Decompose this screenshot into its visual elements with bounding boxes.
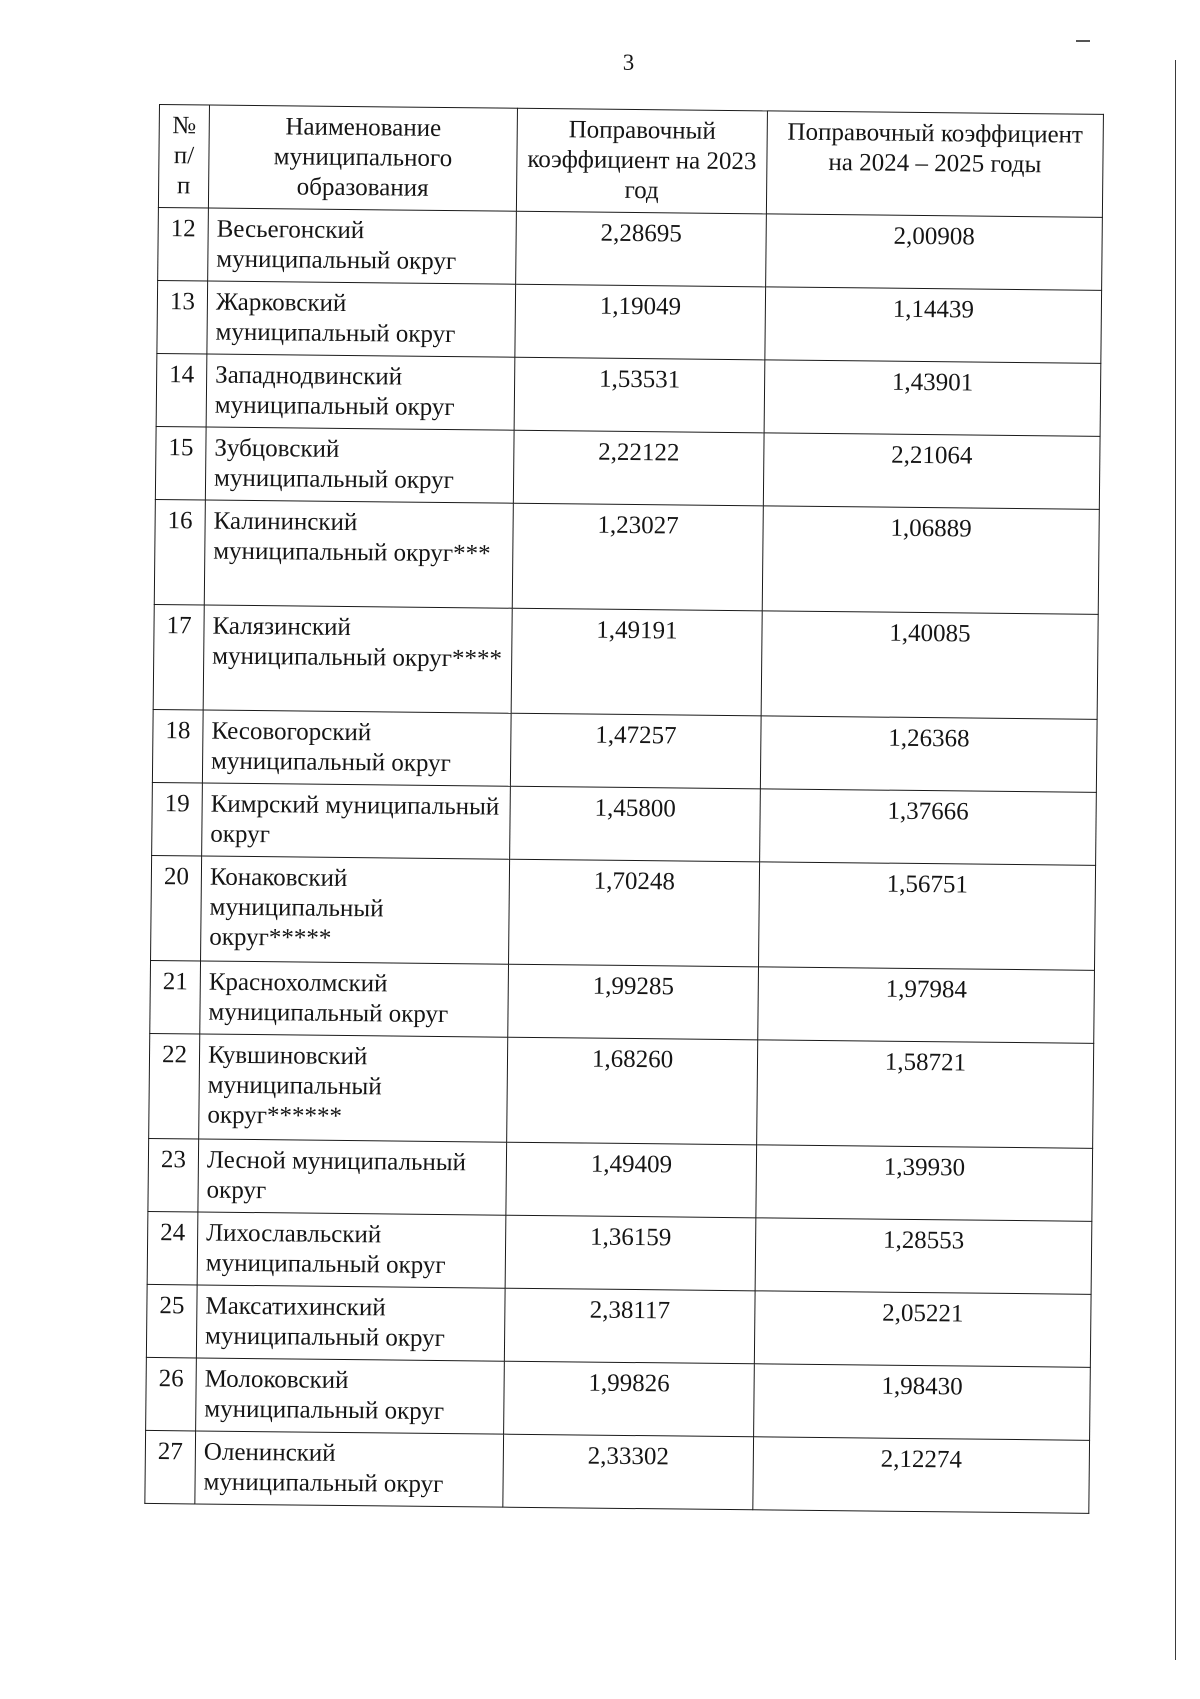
coefficient-table [144, 104, 1104, 1514]
row-num: 19 [152, 782, 203, 856]
row-coef-2023: 1,23027 [512, 503, 763, 611]
scan-mark [1076, 40, 1090, 42]
row-coef-2023: 1,36159 [505, 1215, 756, 1291]
header-coef-2024-2025: Поправочный коэффициент на 2024 – 2025 годы [766, 111, 1103, 218]
table-row [148, 1138, 1093, 1221]
row-coef-2024-2025: 1,14439 [765, 287, 1102, 364]
table-row [155, 426, 1100, 509]
row-num: 24 [147, 1211, 198, 1285]
row-num: 12 [158, 207, 209, 281]
row-coef-2024-2025: 1,56751 [758, 862, 1095, 971]
row-coef-2023: 1,53531 [514, 357, 765, 433]
row-coef-2023: 1,49191 [511, 608, 762, 716]
row-coef-2024-2025: 2,12274 [753, 1437, 1090, 1514]
row-num: 17 [153, 604, 204, 710]
row-name: Краснохолмский муниципальный округ [200, 961, 509, 1037]
row-num: 26 [146, 1357, 197, 1431]
row-coef-2024-2025: 2,00908 [766, 214, 1103, 291]
row-num: 22 [149, 1033, 200, 1139]
table-row [152, 782, 1097, 865]
row-name: Калязинский муниципальный округ**** [203, 605, 512, 713]
row-coef-2024-2025: 1,26368 [760, 716, 1097, 793]
row-coef-2023: 1,70248 [509, 859, 760, 967]
row-coef-2024-2025: 1,40085 [761, 611, 1098, 720]
row-num: 15 [155, 426, 206, 500]
row-coef-2024-2025: 1,06889 [762, 506, 1099, 615]
row-num: 16 [154, 499, 205, 605]
scan-edge-line [1175, 60, 1176, 1660]
header-num: № п/п [158, 105, 209, 209]
row-num: 14 [156, 353, 207, 427]
row-coef-2023: 2,33302 [503, 1434, 754, 1510]
row-num: 27 [145, 1430, 196, 1504]
row-name: Лесной муниципальный округ [198, 1139, 507, 1215]
row-name: Оленинский муниципальный округ [195, 1431, 504, 1507]
table-row [154, 499, 1099, 614]
table-row [152, 709, 1097, 792]
row-coef-2024-2025: 1,58721 [757, 1040, 1094, 1149]
table-row [149, 1033, 1094, 1148]
table-row [158, 207, 1103, 290]
row-name: Калининский муниципальный округ*** [204, 500, 513, 608]
row-coef-2024-2025: 2,21064 [763, 433, 1100, 510]
table-row [146, 1357, 1091, 1440]
row-name: Западнодвинский муниципальный округ [206, 354, 515, 430]
row-num: 18 [152, 709, 203, 783]
row-name: Молоковский муниципальный округ [196, 1358, 505, 1434]
row-name: Кесовогорский муниципальный округ [202, 710, 511, 786]
row-coef-2023: 1,19049 [515, 284, 766, 360]
page-number: 3 [622, 50, 635, 75]
row-num: 23 [148, 1138, 199, 1212]
row-name: Лихославльский муниципальный округ [197, 1212, 506, 1288]
row-coef-2023: 2,38117 [504, 1288, 755, 1364]
header-coef-2023: Поправочный коэффициент на 2023 год [516, 108, 767, 214]
table-row [150, 960, 1095, 1043]
row-coef-2023: 1,45800 [510, 786, 761, 862]
table-row [145, 1430, 1090, 1513]
table-row [151, 855, 1096, 970]
row-coef-2023: 1,47257 [510, 713, 761, 789]
row-coef-2023: 1,68260 [507, 1037, 758, 1145]
row-num: 13 [157, 280, 208, 354]
row-num: 21 [150, 960, 201, 1034]
table-row [153, 604, 1098, 719]
table-row [156, 353, 1101, 436]
row-num: 25 [146, 1284, 197, 1358]
row-coef-2024-2025: 1,37666 [760, 789, 1097, 866]
row-coef-2023: 2,22122 [513, 430, 764, 506]
row-coef-2024-2025: 1,97984 [758, 967, 1095, 1044]
row-name: Кимрский муниципальный округ [202, 783, 511, 859]
row-coef-2024-2025: 1,28553 [755, 1218, 1092, 1295]
row-name: Конаковский муниципальный округ***** [201, 856, 510, 964]
row-name: Жарковский муниципальный округ [207, 281, 516, 357]
row-coef-2023: 1,99826 [504, 1361, 755, 1437]
table-row [146, 1284, 1091, 1367]
row-coef-2023: 1,49409 [506, 1142, 757, 1218]
row-coef-2024-2025: 1,98430 [754, 1364, 1091, 1441]
row-coef-2023: 2,28695 [516, 211, 767, 287]
row-name: Максатихинский муниципальный округ [196, 1285, 505, 1361]
table-header-row [158, 105, 1103, 218]
row-name: Весьегонский муниципальный округ [208, 208, 517, 284]
row-coef-2024-2025: 2,05221 [754, 1291, 1091, 1368]
row-name: Зубцовский муниципальный округ [205, 427, 514, 503]
table-row [157, 280, 1102, 363]
row-num: 20 [151, 855, 202, 961]
row-coef-2024-2025: 1,43901 [764, 360, 1101, 437]
row-coef-2023: 1,99285 [508, 964, 759, 1040]
header-name: Наименование муниципального образования [208, 105, 517, 211]
row-coef-2024-2025: 1,39930 [756, 1145, 1093, 1222]
row-name: Кувшиновский муниципальный округ****** [199, 1034, 508, 1142]
table-row [147, 1211, 1092, 1294]
